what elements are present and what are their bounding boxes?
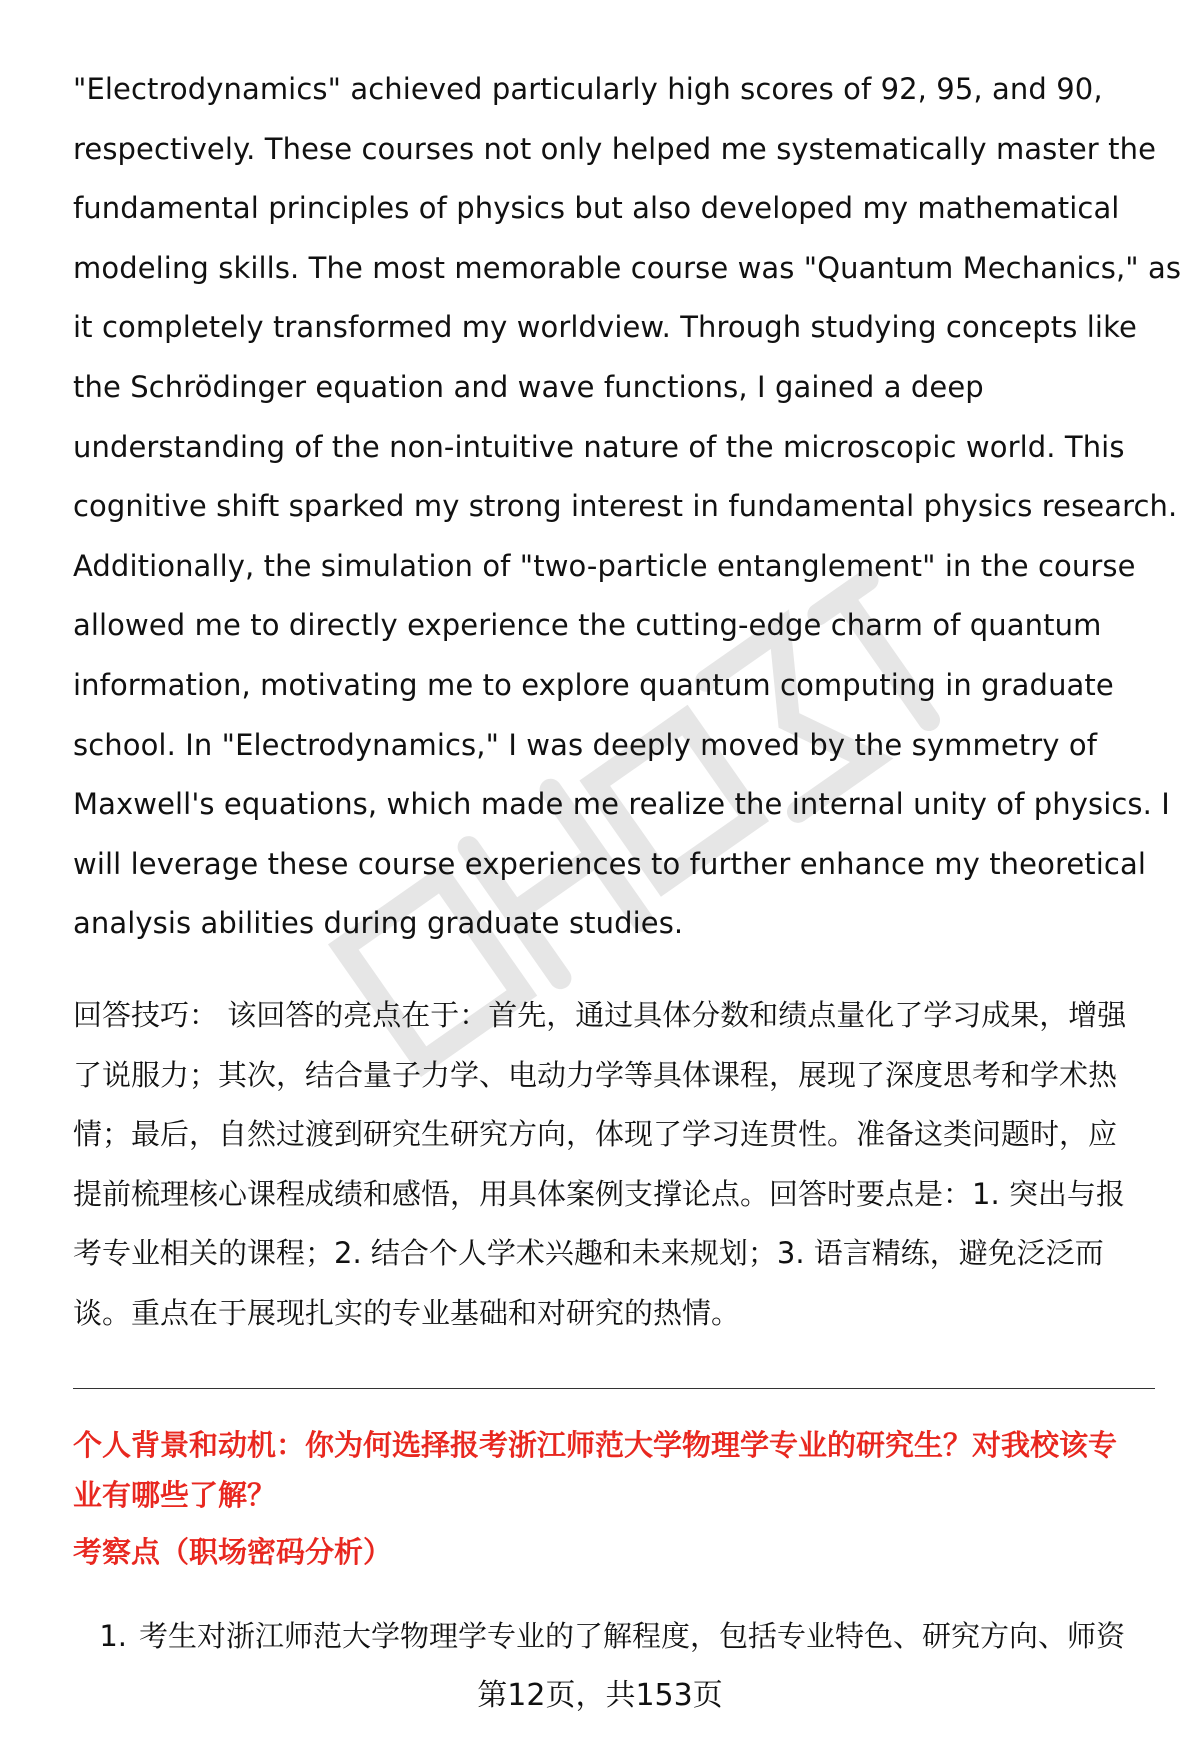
- section-divider: [73, 1388, 1155, 1389]
- text-line: analysis abilities during graduate studies.: [73, 906, 684, 941]
- heading-line: 业有哪些了解？: [73, 1478, 277, 1512]
- text-line: fundamental principles of physics but also developed my mathematical: [73, 191, 1120, 226]
- text-line: 考专业相关的课程；2. 结合个人学术兴趣和未来规划；3. 语言精练，避免泛泛而: [73, 1236, 1104, 1271]
- question-heading: [73, 1420, 1163, 1520]
- page-number: 第12页，共153页: [477, 1678, 723, 1713]
- text-line: allowed me to directly experience the cutting-edge charm of quantum: [73, 608, 1102, 643]
- answer-tips-paragraph: [73, 986, 1153, 1344]
- evaluation-points-heading: 考察点（职场密码分析）: [73, 1535, 393, 1569]
- text-line: cognitive shift sparked my strong interest in fundamental physics research.: [73, 489, 1178, 524]
- text-line: Maxwell's equations, which made me realize the internal unity of physics. I: [73, 787, 1170, 822]
- text-line: school. In "Electrodynamics," I was deeply moved by the symmetry of: [73, 727, 1098, 762]
- text-line: "Electrodynamics" achieved particularly high scores of 92, 95, and 90,: [73, 72, 1103, 106]
- list-item-text: 考生对浙江师范大学物理学专业的了解程度，包括专业特色、研究方向、师资: [139, 1619, 1126, 1653]
- heading-line: 个人背景和动机：你为何选择报考浙江师范大学物理学专业的研究生？对我校该专: [73, 1428, 1118, 1462]
- text-line: respectively. These courses not only helped me systematically master the: [73, 131, 1157, 166]
- text-line: understanding of the non-intuitive nature of the microscopic world. This: [73, 429, 1125, 464]
- text-line: modeling skills. The most memorable course was "Quantum Mechanics," as: [73, 250, 1182, 285]
- text-line: it completely transformed my worldview. Through studying concepts like: [73, 310, 1137, 345]
- text-line: the Schrödinger equation and wave functions, I gained a deep: [73, 369, 984, 404]
- text-line: 提前梳理核心课程成绩和感悟，用具体案例支撑论点。回答时要点是：1. 突出与报: [73, 1176, 1125, 1211]
- text-line: 了说服力；其次，结合量子力学、电动力学等具体课程，展现了深度思考和学术热: [73, 1057, 1118, 1092]
- english-answer-paragraph: [73, 60, 1182, 954]
- evaluation-points-list: [73, 1611, 1163, 1661]
- text-line: 回答技巧： 该回答的亮点在于：首先，通过具体分数和绩点量化了学习成果，增强: [73, 998, 1127, 1032]
- text-line: information, motivating me to explore quantum computing in graduate: [73, 667, 1114, 702]
- text-line: will leverage these course experiences to further enhance my theoretical: [73, 846, 1146, 881]
- text-line: 谈。重点在于展现扎实的专业基础和对研究的热情。: [73, 1295, 741, 1330]
- text-line: 情；最后，自然过渡到研究生研究方向，体现了学习连贯性。准备这类问题时，应: [73, 1117, 1118, 1152]
- list-item-number: 1.: [99, 1619, 127, 1653]
- list-item: [73, 1611, 1163, 1661]
- text-line: Additionally, the simulation of "two-particle entanglement" in the course: [73, 548, 1136, 583]
